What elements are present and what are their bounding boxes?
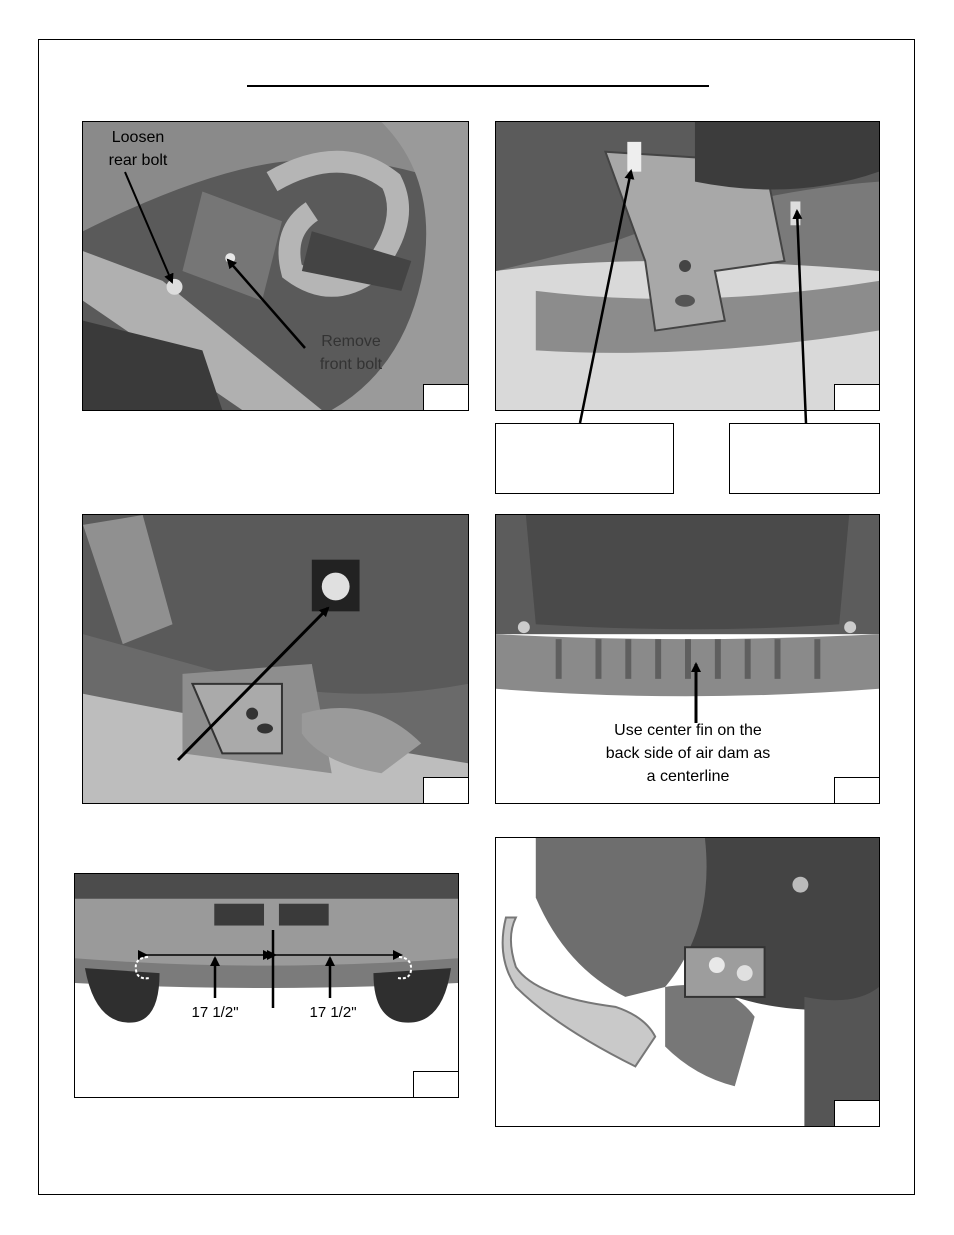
photo-fig-2 xyxy=(495,121,880,411)
figure-label-box-2 xyxy=(834,384,880,411)
callout-box-left xyxy=(495,423,674,494)
caption-remove-front-bolt: Remove front bolt xyxy=(319,333,383,373)
figure-label-box-5 xyxy=(413,1071,459,1098)
photo-fig-6 xyxy=(495,837,880,1127)
photo-fig-2-art xyxy=(496,122,879,410)
photo-fig-3-art xyxy=(83,515,468,803)
figure-label-box-6 xyxy=(834,1100,880,1127)
photo-fig-6-art xyxy=(496,838,879,1126)
caption-dimension-right: 17 1/2" xyxy=(309,1004,357,1021)
figure-label-box-3 xyxy=(423,777,469,804)
caption-dimension-left: 17 1/2" xyxy=(191,1004,239,1021)
title-underline xyxy=(247,85,709,87)
figure-label-box-4 xyxy=(834,777,880,804)
figure-label-box-1 xyxy=(423,384,469,411)
photo-fig-4 xyxy=(495,514,880,804)
photo-fig-5 xyxy=(74,873,459,1098)
photo-fig-3 xyxy=(82,514,469,804)
photo-fig-5-art xyxy=(75,874,458,1097)
caption-center-fin: Use center fin on the back side of air dam as a centerline xyxy=(605,722,771,785)
callout-box-right xyxy=(729,423,880,494)
photo-fig-1 xyxy=(82,121,469,411)
caption-loosen-rear-bolt: Loosen rear bolt xyxy=(108,129,168,169)
